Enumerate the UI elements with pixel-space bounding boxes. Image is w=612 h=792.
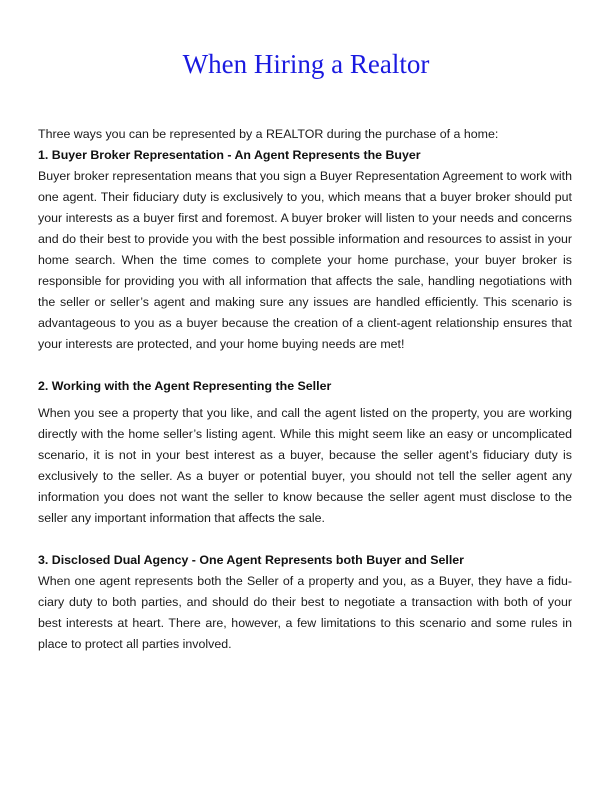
spacer [38,355,572,376]
section-3-body: When one agent represents both the Seller of a property and you, as a Buyer, they have a fiduciary duty to both parties, and should do their best to negotiate a transaction with both of your best interests at heart. There are, however, a few limitations to this scenario and some rules in place to protect all parties involved. [38,574,572,651]
section-1-body: Buyer broker representation means that you sign a Buyer Representation Agreement to work with one agent. Their fiduciary duty is exclusively to you, which means that a buyer broker should put your interests as a buyer first and foremost. A buyer broker will listen to your needs and concerns and do their best to provide you with the best possible information and resources to assist in your home search. When the time comes to complete your home purchase, your buyer broker is responsible for providing you with all information that affects the sale, handling negotiations with the seller or seller’s agent and making sure any issues are handled efficiently. This scenario is advantageous to you as a buyer because the creation of a client-agent relationship ensures that your interests are protected, and your home buying needs are met! [38,169,572,351]
section-1-heading: 1. Buyer Broker Representation - An Agent Represents the Buyer [38,148,421,162]
intro-paragraph: Three ways you can be represented by a REALTOR during the purchase of a home: [38,127,499,141]
section-2-body: When you see a property that you like, and call the agent listed on the property, you are working directly with the home seller’s listing agent. While this might seem like an easy or uncomplicated scenario, it is not in your best interest as a buyer, because the seller agent’s fiduciary duty is exclusively to the seller. As a buyer or potential buyer, you should not tell the seller agent any information you does not want the seller to know because the seller agent must disclose to the seller any important information that affects the sale. [38,406,572,525]
section-3-heading: 3. Disclosed Dual Agency - One Agent Represents both Buyer and Seller [38,553,464,567]
section-2-heading: 2. Working with the Agent Representing the Seller [38,379,332,393]
page-title: When Hiring a Realtor [182,49,430,79]
document-body [38,124,572,655]
spacer [38,529,572,550]
